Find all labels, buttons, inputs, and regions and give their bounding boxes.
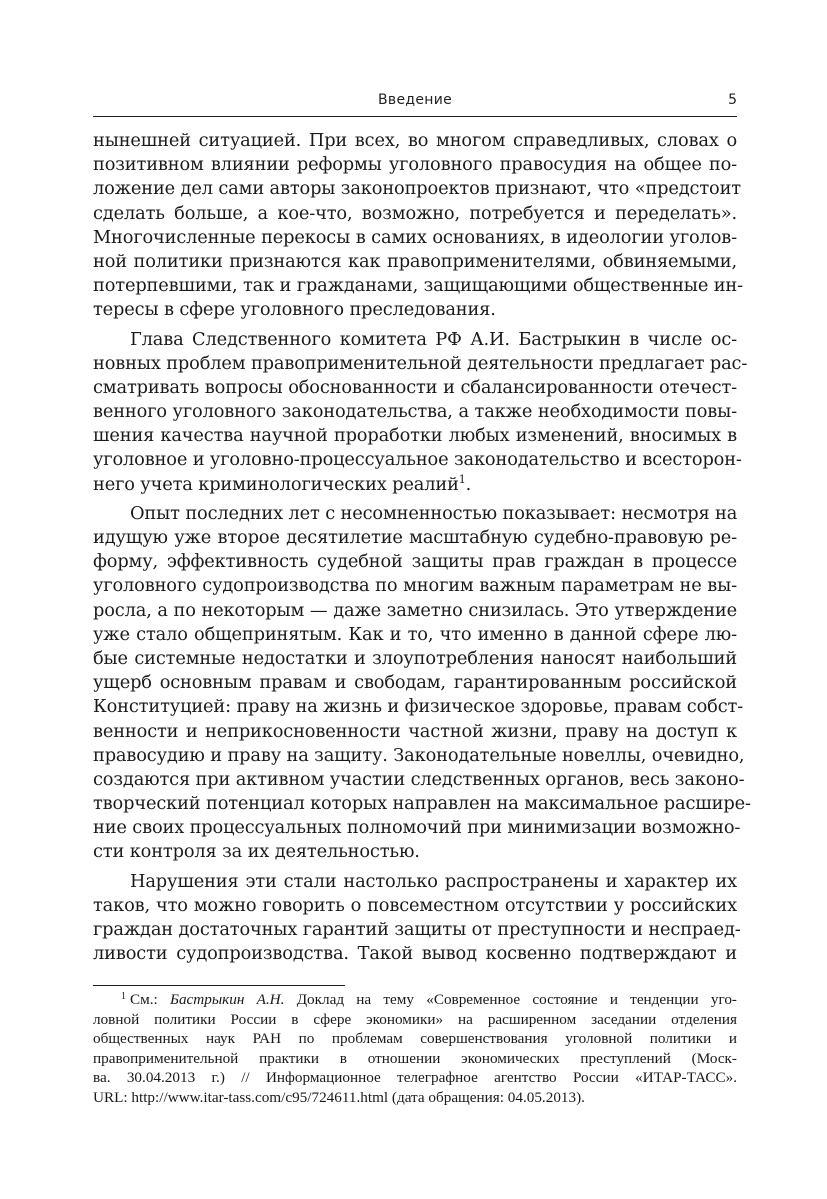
text-line: сматривать вопросы обоснованности и сбалансированности отечест- [93,376,737,398]
footnote-author: Бастрыкин А.Н. [170,991,285,1008]
paragraph-4 [93,870,741,967]
footnote [93,990,737,1108]
footnote-url-line[interactable]: URL: http://www.itar-tass.com/c95/724611.html (дата обращения: 04.05.2013). [93,1088,585,1106]
text-line: форму, эффективность судебной защиты прав граждан в процессе [93,551,737,573]
text-line: создаются при активном участии следственных органов, весь законо- [93,768,745,790]
footnote-rule [93,985,345,986]
text-line: новных проблем правоприменительной деятельности предлагает рас- [93,352,748,374]
text-line: ной политики признаются как правоприменителями, обвиняемыми, [93,250,737,272]
text-line: уголовного судопроизводства по многим важным параметрам не вы- [93,575,737,597]
text-line: венного уголовного законодательства, а также необходимости повы- [93,401,737,423]
footnote-marker: 1 [121,991,126,1002]
text-line: ливости судопроизводства. Такой вывод косвенно подтверждают и [93,943,737,965]
header-rule [93,116,737,117]
text-line: уже стало общепринятым. Как и то, что именно в данной сфере лю- [93,623,737,645]
text-line: таков, что можно говорить о повсеместном отсутствии у российских [93,894,737,916]
text-line: венности и неприкосновенности частной жизни, праву на доступ к [93,720,737,742]
paragraph-2 [93,328,748,497]
text-line: шения качества научной проработки любых изменений, вносимых в [93,425,737,447]
chapter-title: Введение [377,92,453,108]
page-number: 5 [728,92,737,108]
footnote-line [93,990,737,1010]
footnote-line: общественных наук РАН по проблемам совершенствования уголовной политики и [93,1030,737,1048]
text-line: правосудию и праву на защиту. Законодательные новеллы, очевидно, [93,744,745,766]
footnote-text: Доклад на тему «Современное состояние и тенденции уго- [296,991,737,1008]
text-line: бые системные недостатки и злоупотребления наносят наибольший [93,647,737,669]
paragraph-1 [93,129,743,323]
body-text [93,129,751,966]
document-page [93,0,751,1199]
text-line: тересы в сфере уголовного преследования. [93,299,496,321]
footnote-line: правоприменительной практики в отношении экономических преступлений (Моск- [93,1049,737,1067]
text-line: росла, а по некоторым — даже заметно снизилась. Это утверждение [93,599,737,621]
footnote-reference[interactable]: 1 [458,472,466,486]
text-line: Многочисленные перекосы в самих основаниях, в идеологии уголов- [93,226,737,248]
footnote-line: ловной политики России в сфере экономики» на расширенном заседании отделения [93,1010,737,1028]
text-line: ложение дел сами авторы законопроектов признают, что «предстоит [93,178,741,200]
paragraph-3 [93,502,751,865]
text-line: идущую уже второе десятилетие масштабную судебно-правовую ре- [93,527,737,548]
text-line-tail: . [465,473,472,495]
footnote-prefix: См.: [130,991,158,1008]
footnote-line: ва. 30.04.2013 г.) // Информационное телеграфное агентство России «ИТАР-ТАСС». [93,1069,737,1087]
text-line: сделать больше, а кое-что, возможно, потребуется и переделать». [93,202,737,224]
text-line: Нарушения эти стали настолько распространены и характер их [130,870,737,892]
text-line: сти контроля за их деятельностью. [93,841,420,863]
text-line: граждан достаточных гарантий защиты от преступности и неспраед- [93,919,741,940]
text-line: Опыт последних лет с несомненностью показывает: несмотря на [130,502,738,524]
text-line: потерпевшими, так и гражданами, защищающими общественные ин- [93,275,743,297]
text-line: ние своих процессуальных полномочий при минимизации возможно- [93,817,741,839]
text-line [93,473,737,497]
text-line: позитивном влиянии реформы уголовного правосудия на общее по- [93,154,737,176]
text-line: Конституцией: праву на жизнь и физическое здоровье, правам собст- [93,696,744,718]
text-line: Глава Следственного комитета РФ А.И. Бастрыкин в числе ос- [130,328,737,350]
running-header [93,90,737,112]
text-line: творческий потенциал которых направлен на максимальное расшире- [93,793,751,815]
text-line: уголовное и уголовно-процессуальное законодательство и всесторон- [93,449,742,471]
text-line: ущерб основным правам и свободам, гарантированным российской [93,672,737,694]
text-line: нынешней ситуацией. При всех, во многом справедливых, словах о [93,130,737,151]
text-line-content: него учета криминологических реалий [93,473,459,495]
